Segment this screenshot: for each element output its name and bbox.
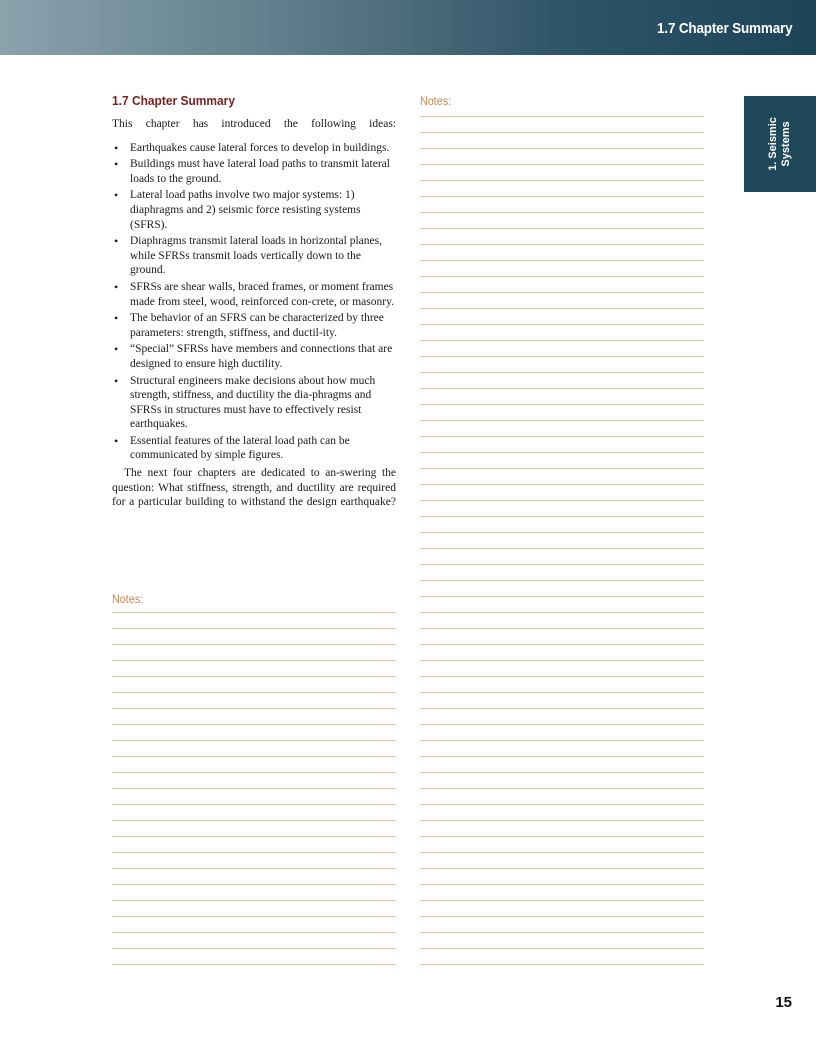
note-line [112, 708, 396, 709]
note-line [420, 868, 704, 869]
notes-right-label: Notes: [420, 94, 452, 108]
note-line [420, 372, 704, 373]
note-line [420, 132, 704, 133]
note-line [420, 916, 704, 917]
note-line [112, 740, 396, 741]
note-line [420, 244, 704, 245]
note-line [420, 612, 704, 613]
note-line [420, 148, 704, 149]
summary-column [112, 93, 396, 510]
note-line [420, 660, 704, 661]
idea-item: • Diaphragms transmit lateral loads in horizontal planes, while SFRSs transmit loads vertically down to the ground. [112, 234, 396, 278]
note-line [420, 340, 704, 341]
note-line [112, 612, 396, 613]
section-title: 1.7 Chapter Summary [112, 93, 235, 108]
note-line [420, 596, 704, 597]
note-line [420, 708, 704, 709]
note-line [112, 932, 396, 933]
note-line [420, 932, 704, 933]
note-line [420, 532, 704, 533]
note-line [112, 852, 396, 853]
idea-item: • “Special” SFRSs have members and connections that are designed to ensure high ductility. [112, 342, 396, 371]
idea-item: • The behavior of an SFRS can be characterized by three parameters: strength, stiffness, and ductil-ity. [112, 311, 396, 340]
note-line [420, 788, 704, 789]
note-line [112, 900, 396, 901]
note-line [420, 548, 704, 549]
running-header-title: 1.7 Chapter Summary [656, 20, 792, 37]
notes-right-lines[interactable] [420, 116, 704, 968]
note-line [420, 404, 704, 405]
note-line [420, 836, 704, 837]
note-line [420, 948, 704, 949]
chapter-side-tab-label: 1. Seismic Systems [767, 117, 792, 171]
idea-item: • SFRSs are shear walls, braced frames, or moment frames made from steel, wood, reinforced con-crete, or masonry. [112, 280, 396, 309]
note-line [112, 948, 396, 949]
note-line [112, 804, 396, 805]
note-line [112, 660, 396, 661]
note-line [420, 260, 704, 261]
note-line [112, 820, 396, 821]
note-line [112, 772, 396, 773]
note-line [112, 724, 396, 725]
note-line [112, 692, 396, 693]
note-line [420, 772, 704, 773]
note-line [420, 644, 704, 645]
note-line [420, 388, 704, 389]
note-line [112, 884, 396, 885]
note-line [420, 228, 704, 229]
note-line [420, 212, 704, 213]
idea-item: • Essential features of the lateral load path can be communicated by simple figures. [112, 434, 396, 463]
note-line [420, 356, 704, 357]
note-line [420, 116, 704, 117]
note-line [420, 900, 704, 901]
note-line [112, 756, 396, 757]
note-line [420, 756, 704, 757]
note-line [112, 916, 396, 917]
note-line [420, 692, 704, 693]
note-line [420, 164, 704, 165]
note-line [420, 308, 704, 309]
summary-intro: This chapter has introduced the following ideas: [112, 118, 396, 130]
note-line [112, 628, 396, 629]
chapter-side-tab[interactable] [744, 96, 816, 192]
note-line [112, 676, 396, 677]
note-line [420, 500, 704, 501]
note-line [112, 964, 396, 965]
summary-idea-list [112, 141, 396, 463]
note-line [420, 852, 704, 853]
note-line [420, 436, 704, 437]
notes-left-lines[interactable] [112, 612, 396, 968]
note-line [420, 964, 704, 965]
note-line [420, 452, 704, 453]
note-line [420, 196, 704, 197]
idea-item: • Structural engineers make decisions about how much strength, stiffness, and ductility the dia-phragms and SFRSs in structures must have to effectively resist earthquakes. [112, 374, 396, 432]
page-number: 15 [775, 994, 792, 1011]
note-line [112, 788, 396, 789]
note-line [420, 628, 704, 629]
note-line [112, 868, 396, 869]
note-line [420, 580, 704, 581]
note-line [112, 644, 396, 645]
idea-item: • Lateral load paths involve two major systems: 1) diaphragms and 2) seismic force resisting systems (SFRS). [112, 188, 396, 232]
note-line [420, 884, 704, 885]
idea-item: • Earthquakes cause lateral forces to develop in buildings. [112, 141, 396, 156]
note-line [420, 564, 704, 565]
header-band [0, 0, 816, 55]
note-line [420, 468, 704, 469]
note-line [420, 324, 704, 325]
note-line [420, 484, 704, 485]
note-line [420, 676, 704, 677]
note-line [420, 740, 704, 741]
note-line [420, 516, 704, 517]
note-line [420, 420, 704, 421]
note-line [420, 292, 704, 293]
idea-item: • Buildings must have lateral load paths to transmit lateral loads to the ground. [112, 157, 396, 186]
note-line [420, 180, 704, 181]
note-line [420, 276, 704, 277]
note-line [420, 724, 704, 725]
note-line [420, 804, 704, 805]
notes-left-label: Notes: [112, 592, 144, 606]
summary-closing-paragraph: The next four chapters are dedicated to an-swering the question: What stiffness, strength, and ductility are required for a particular building to withstand the design earthquake? [112, 467, 396, 509]
note-line [112, 836, 396, 837]
note-line [420, 820, 704, 821]
